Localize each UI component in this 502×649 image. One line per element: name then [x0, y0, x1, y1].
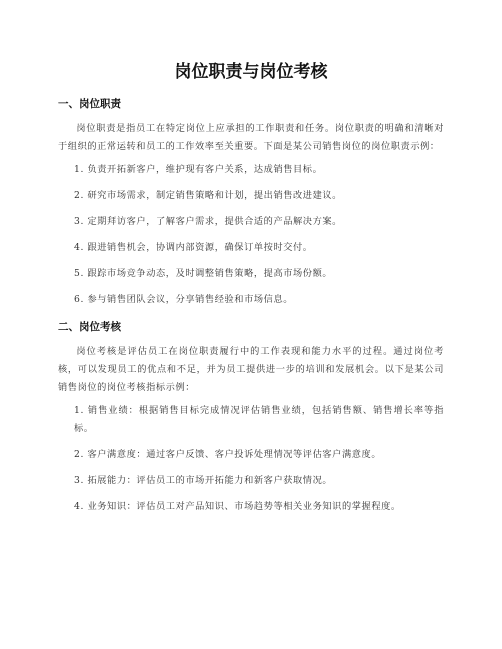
list-item: 4. 跟进销售机会，协调内部资源，确保订单按时交付。 — [74, 242, 313, 253]
list-item: 1. 销售业绩：根据销售目标完成情况评估销售业绩，包括销售额、销售增长率等指标。 — [74, 405, 444, 434]
list-item: 5. 跟踪市场竞争动态，及时调整销售策略，提高市场份额。 — [74, 268, 333, 279]
list-item: 3. 拓展能力：评估员工的市场开拓能力和新客户获取情况。 — [74, 475, 333, 486]
section-job-duties — [58, 96, 444, 309]
section-heading: 一、岗位职责 — [58, 98, 121, 110]
list-item: 2. 客户满意度：通过客户反馈、客户投诉处理情况等评估客户满意度。 — [74, 449, 382, 460]
list-item: 6. 参与销售团队会议，分享销售经验和市场信息。 — [74, 294, 294, 305]
list-item: 1. 负责开拓新客户，维护现有客户关系，达成销售目标。 — [74, 164, 323, 175]
document-title: 岗位职责与岗位考核 — [174, 62, 328, 82]
document-content — [58, 96, 444, 524]
list-item: 3. 定期拜访客户，了解客户需求，提供合适的产品解决方案。 — [74, 216, 342, 227]
list-item: 2. 研究市场需求，制定销售策略和计划，提出销售改进建议。 — [74, 190, 342, 201]
section-job-assessment — [58, 319, 444, 516]
section-intro: 岗位职责是指员工在特定岗位上应承担的工作职责和任务。岗位职责的明确和清晰对于组织的正常运转和员工的工作效率至关重要。下面是某公司销售岗位的岗位职责示例： — [58, 123, 444, 152]
list-item: 4. 业务知识：评估员工对产品知识、市场趋势等相关业务知识的掌握程度。 — [74, 501, 401, 512]
section-heading: 二、岗位考核 — [58, 321, 121, 333]
section-intro: 岗位考核是评估员工在岗位职责履行中的工作表现和能力水平的过程。通过岗位考核，可以发现员工的优点和不足，并为员工提供进一步的培训和发展机会。以下是某公司销售岗位的岗位考核指标示例： — [58, 346, 444, 393]
